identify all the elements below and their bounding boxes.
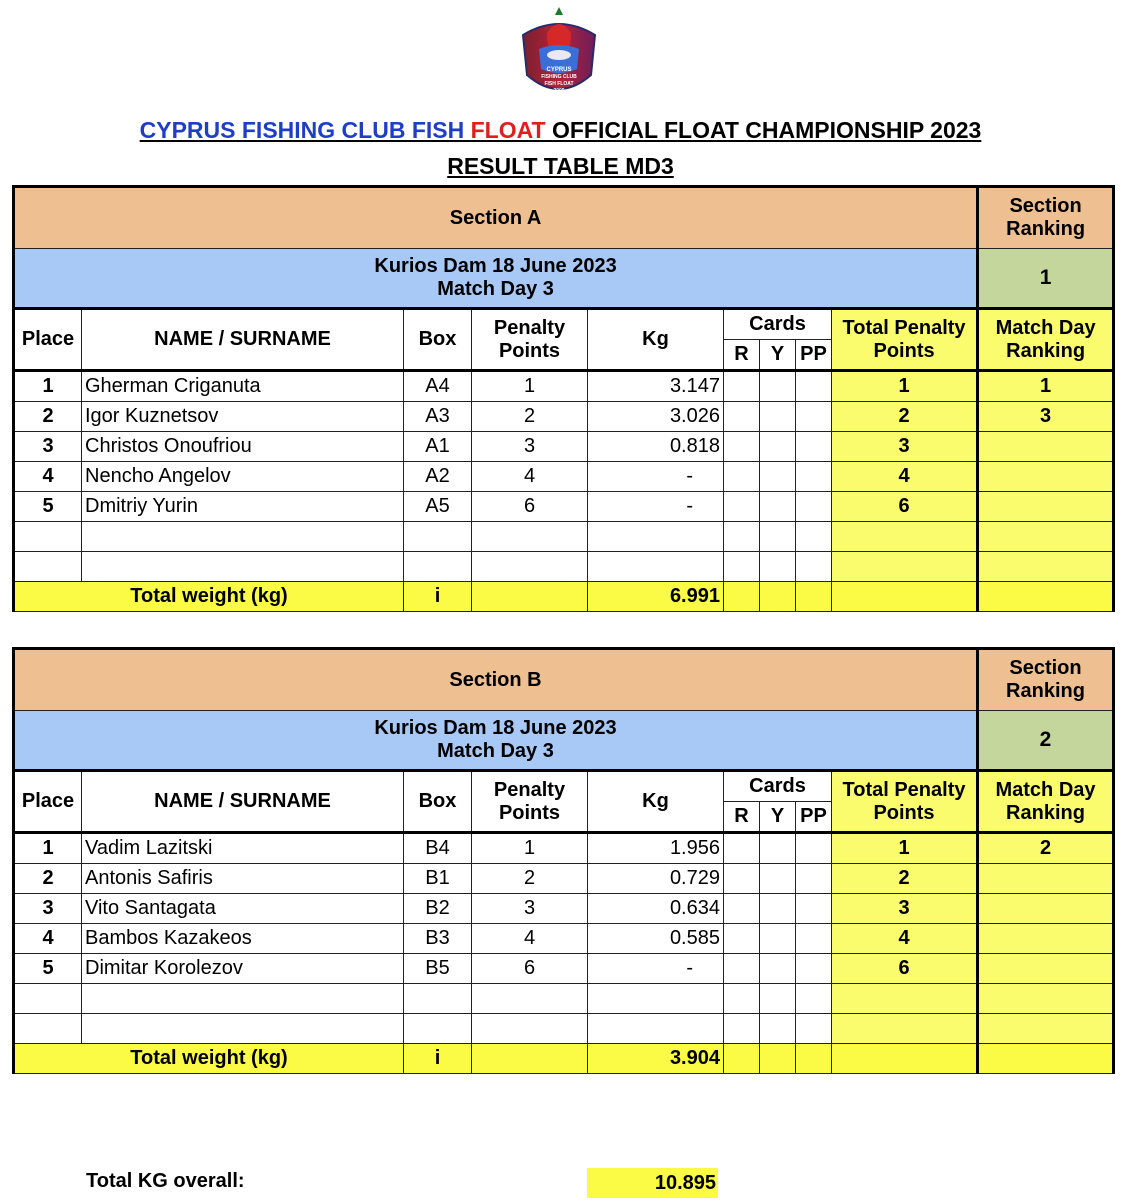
col-match-day-ranking: Match Day Ranking (978, 309, 1114, 371)
table-row: 3 Vito Santagata B2 3 0.634 3 (14, 894, 1114, 924)
table-row: 2 Antonis Safiris B1 2 0.729 2 (14, 864, 1114, 894)
title-part-3: OFFICIAL FLOAT CHAMPIONSHIP 2023 (545, 117, 982, 143)
col-place: Place (14, 771, 82, 833)
match-day-text: Match Day 3 (437, 740, 554, 762)
empty-row (14, 552, 1114, 582)
table-row: 1 Vadim Lazitski B4 1 1.956 1 2 (14, 833, 1114, 864)
total-box: i (404, 582, 472, 612)
logo-line-2: FISHING CLUB (541, 74, 577, 80)
venue-text: Kurios Dam 18 June 2023 (374, 255, 617, 277)
table-row: 3 Christos Onoufriou A1 3 0.818 3 (14, 432, 1114, 462)
table-row: 1 Gherman Criganuta A4 1 3.147 1 1 (14, 371, 1114, 402)
col-place: Place (14, 309, 82, 371)
match-day-text: Match Day 3 (437, 278, 554, 300)
col-card-pp: PP (796, 802, 832, 833)
page-title (0, 117, 1121, 144)
total-label: Total weight (kg) (14, 1044, 404, 1074)
col-cards: Cards (724, 309, 832, 340)
title-part-1: CYPRUS FISHING CLUB FISH (139, 117, 471, 143)
overall-value: 10.895 (587, 1168, 718, 1198)
title-part-float: FLOAT (470, 117, 546, 143)
section-ranking-value: 2 (978, 711, 1114, 771)
empty-row (14, 1014, 1114, 1044)
col-total-penalty: Total Penalty Points (832, 771, 978, 833)
total-box: i (404, 1044, 472, 1074)
col-penalty: Penalty Points (472, 771, 588, 833)
logo-line-3: FISH FLOAT (544, 81, 574, 87)
col-card-y: Y (760, 340, 796, 371)
total-kg: 6.991 (588, 582, 724, 612)
col-box: Box (404, 309, 472, 371)
col-card-y: Y (760, 802, 796, 833)
col-kg: Kg (588, 771, 724, 833)
col-match-day-ranking: Match Day Ranking (978, 771, 1114, 833)
col-name: NAME / SURNAME (82, 771, 404, 833)
table-row: 4 Bambos Kazakeos B3 4 0.585 4 (14, 924, 1114, 954)
section-title: Section B (14, 649, 978, 711)
section-ranking-value: 1 (978, 249, 1114, 309)
col-penalty: Penalty Points (472, 309, 588, 371)
venue-cell (14, 711, 978, 771)
logo-line-1: CYPRUS (546, 67, 572, 73)
table-row: 5 Dimitar Korolezov B5 6 - 6 (14, 954, 1114, 984)
col-kg: Kg (588, 309, 724, 371)
table-row: 4 Nencho Angelov A2 4 - 4 (14, 462, 1114, 492)
table-row: 5 Dmitriy Yurin A5 6 - 6 (14, 492, 1114, 522)
total-row (14, 1044, 1114, 1074)
total-kg: 3.904 (588, 1044, 724, 1074)
col-total-penalty: Total Penalty Points (832, 309, 978, 371)
section-b-table (12, 647, 1115, 1074)
club-logo (517, 5, 601, 103)
overall-label: Total KG overall: (86, 1170, 245, 1192)
col-cards: Cards (724, 771, 832, 802)
col-card-r: R (724, 340, 760, 371)
section-title: Section A (14, 187, 978, 249)
section-ranking-header: Section Ranking (978, 187, 1114, 249)
col-name: NAME / SURNAME (82, 309, 404, 371)
page-subtitle: RESULT TABLE MD3 (447, 153, 674, 179)
col-card-r: R (724, 802, 760, 833)
section-a-table (12, 185, 1115, 612)
empty-row (14, 522, 1114, 552)
empty-row (14, 984, 1114, 1014)
section-ranking-header: Section Ranking (978, 649, 1114, 711)
total-label: Total weight (kg) (14, 582, 404, 612)
col-box: Box (404, 771, 472, 833)
venue-cell (14, 249, 978, 309)
venue-text: Kurios Dam 18 June 2023 (374, 717, 617, 739)
col-card-pp: PP (796, 340, 832, 371)
table-row: 2 Igor Kuznetsov A3 2 3.026 2 3 (14, 402, 1114, 432)
total-row (14, 582, 1114, 612)
logo-line-4: 2009 (553, 88, 565, 94)
